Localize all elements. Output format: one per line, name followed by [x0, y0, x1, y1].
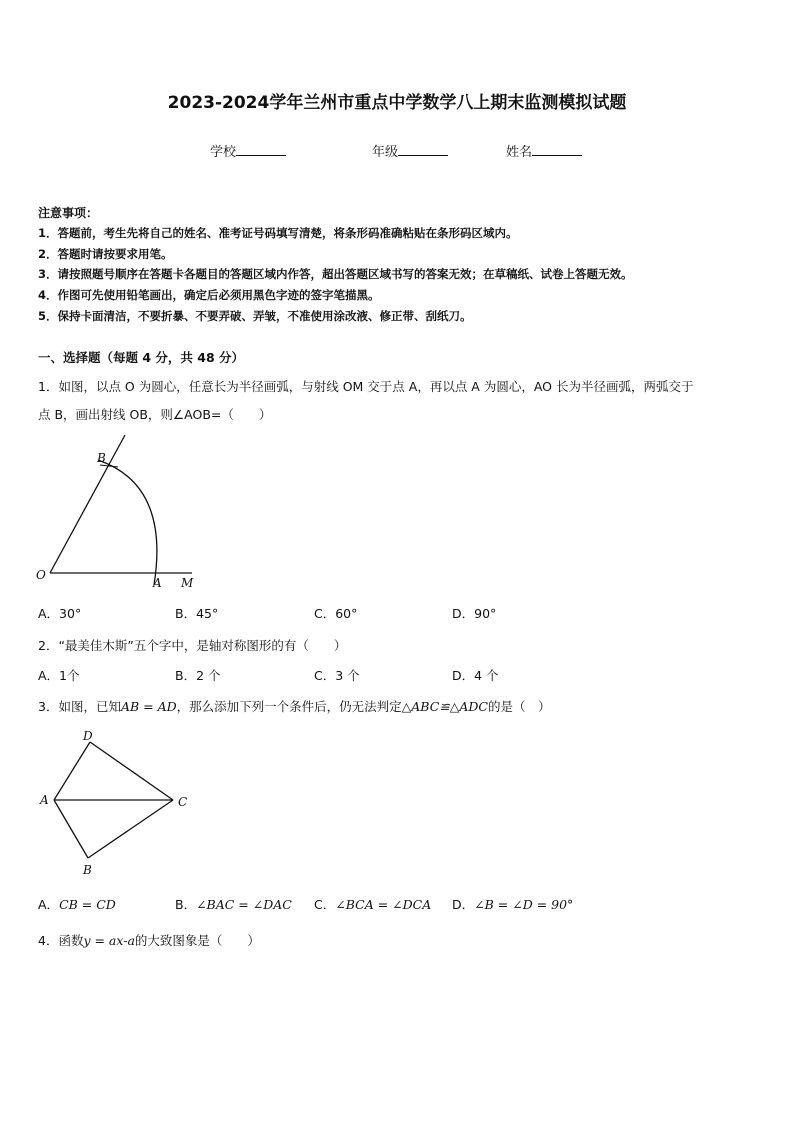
name-blank: [532, 142, 582, 156]
q1-stem-line2: 点 B，画出射线 OB，则∠AOB=（ ）: [38, 407, 272, 422]
q3-figure: [30, 725, 200, 880]
label-b: B: [97, 451, 106, 465]
q3-option-a: [38, 895, 116, 913]
option-letter: B．: [175, 897, 197, 912]
grade-field: [372, 141, 448, 160]
option-letter: D．: [452, 897, 475, 912]
q3-stem-math2: △ABC≌△ADC: [401, 699, 488, 714]
q3-option-c: [314, 895, 431, 913]
note-item: 1．答题前，考生先将自己的姓名、准考证号码填写清楚，将条形码准确粘贴在条形码区域内。: [38, 226, 518, 240]
q2-option-b: B．2 个: [175, 668, 221, 683]
arc-a: [98, 460, 157, 585]
segment-ab: [54, 800, 88, 858]
label-a: A: [40, 793, 49, 807]
ray-ob: [50, 435, 125, 573]
q2-option-c: C．3 个: [314, 668, 360, 683]
label-b: B: [83, 863, 92, 877]
q1-option-b: B．45°: [175, 606, 219, 621]
q1-option-d: D．90°: [452, 606, 497, 621]
q4-stem: [38, 931, 260, 949]
page-title: 2023-2024学年兰州市重点中学数学八上期末监测模拟试题: [167, 93, 627, 113]
option-math: ∠BCA = ∠DCA: [335, 897, 432, 912]
q4-stem-prefix: 4．函数: [38, 933, 84, 948]
note-item: 5．保持卡面清洁，不要折暴、不要弄破、弄皱，不准使用涂改液、修正带、刮纸刀。: [38, 309, 472, 323]
note-item: 3．请按照题号顺序在答题卡各题目的答题区域内作答，超出答题区域书写的答案无效；在草稿纸、试卷上答题无效。: [38, 267, 633, 281]
option-math: ∠BAC = ∠DAC: [196, 897, 292, 912]
grade-label: 年级: [372, 145, 399, 160]
grade-blank: [398, 142, 448, 156]
q2-option-a: A．1个: [38, 668, 80, 683]
notes-heading: 注意事项：: [38, 206, 99, 220]
option-letter: A．: [38, 897, 60, 912]
q3-stem-prefix: 3．如图，已知: [38, 699, 121, 714]
q3-option-d: [452, 895, 573, 913]
segment-dc: [90, 742, 173, 800]
label-c: C: [178, 795, 188, 809]
section-heading: 一、选择题（每题 4 分，共 48 分）: [38, 350, 245, 365]
school-field: [210, 141, 286, 160]
q4-stem-suffix: 的大致图象是（ ）: [134, 933, 260, 948]
q1-stem-line1: 1．如图，以点 O 为圆心，任意长为半径画弧，与射线 OM 交于点 A，再以点 A 为圆心，AO 长为半径画弧，两弧交于: [38, 379, 694, 394]
note-item: 2．答题时请按要求用笔。: [38, 247, 173, 261]
q3-stem-mid: ，那么添加下列一个条件后，仍无法判定: [176, 699, 402, 714]
segment-bc: [88, 800, 173, 858]
q2-stem: 2．“最美佳木斯”五个字中，是轴对称图形的有（ ）: [38, 638, 347, 653]
name-field: [506, 141, 582, 160]
school-blank: [236, 142, 286, 156]
q1-option-c: C．60°: [314, 606, 358, 621]
q2-option-d: D．4 个: [452, 668, 499, 683]
q3-stem-suffix: 的是（ ）: [488, 699, 551, 714]
segment-ad: [54, 742, 90, 800]
name-label: 姓名: [506, 145, 533, 160]
q3-stem: [38, 697, 551, 715]
label-d: D: [83, 729, 93, 743]
option-math: CB = CD: [59, 897, 116, 912]
option-math: ∠B = ∠D = 90°: [474, 897, 574, 912]
q3-option-b: [175, 895, 292, 913]
label-m: M: [181, 576, 194, 590]
q1-figure: [30, 430, 210, 595]
label-o: O: [36, 568, 46, 582]
q1-option-a: A．30°: [38, 606, 82, 621]
option-letter: C．: [314, 897, 336, 912]
school-label: 学校: [210, 145, 237, 160]
label-a: A: [153, 576, 162, 590]
note-item: 4．作图可先使用铅笔画出，确定后必须用黑色字迹的签字笔描黑。: [38, 288, 380, 302]
q3-stem-math: AB = AD: [120, 699, 177, 714]
q4-stem-math: y = ax-a: [83, 933, 135, 948]
